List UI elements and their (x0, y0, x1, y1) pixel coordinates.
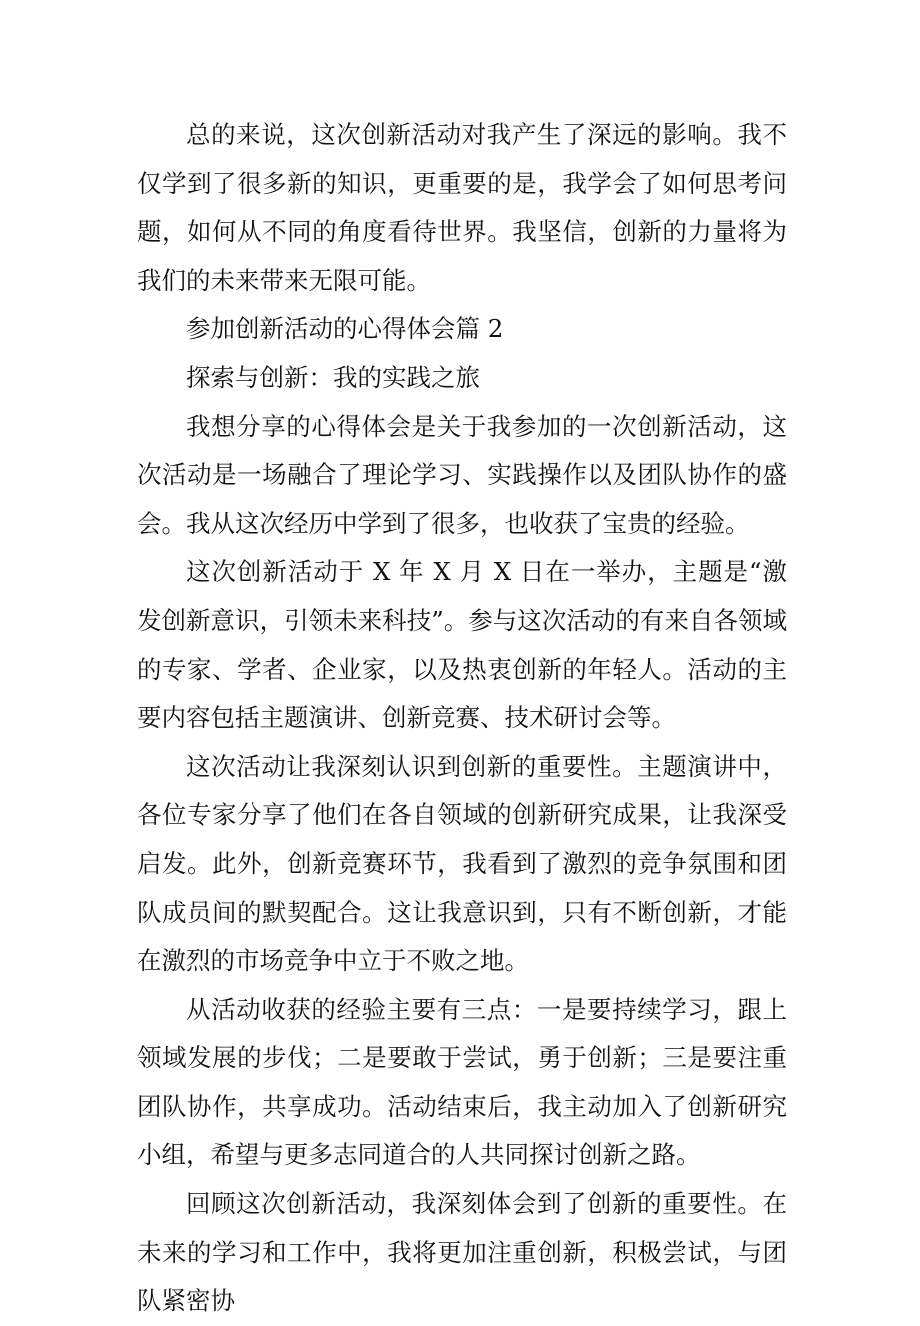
document-body (137, 111, 787, 1326)
section-heading: 参加创新活动的心得体会篇 2 (186, 314, 504, 344)
paragraph-intro: 我想分享的心得体会是关于我参加的一次创新活动，这次活动是一场融合了理论学习、实践操作以及团队协作的盛会。我从这次经历中学到了很多，也收获了宝贵的经验。 (137, 411, 787, 538)
paragraph-review: 回顾这次创新活动，我深刻体会到了创新的重要性。在未来的学习和工作中，我将更加注重创新，积极尝试，与团队紧密协 (137, 1189, 787, 1316)
paragraph-event: 这次创新活动于 X 年 X 月 X 日在一举办，主题是“激发创新意识，引领未来科技”。参与这次活动的有来自各领域的专家、学者、企业家，以及热衷创新的年轻人。活动的主要内容包括主题演讲、创新竞赛、技术研讨会等。 (137, 557, 787, 733)
paragraph-insight: 这次活动让我深刻认识到创新的重要性。主题演讲中，各位专家分享了他们在各自领域的创新研究成果，让我深受启发。此外，创新竞赛环节，我看到了激烈的竞争氛围和团队成员间的默契配合。这让我意识到，只有不断创新，才能在激烈的市场竞争中立于不败之地。 (137, 751, 787, 976)
section-subtitle: 探索与创新：我的实践之旅 (186, 362, 480, 392)
paragraph-conclusion: 总的来说，这次创新活动对我产生了深远的影响。我不仅学到了很多新的知识，更重要的是，我学会了如何思考问题，如何从不同的角度看待世界。我坚信，创新的力量将为我们的未来带来无限可能。 (137, 120, 787, 295)
paragraph-lessons: 从活动收获的经验主要有三点：一是要持续学习，跟上领域发展的步伐；二是要敢于尝试，勇于创新；三是要注重团队协作，共享成功。活动结束后，我主动加入了创新研究小组，希望与更多志同道合的人共同探讨创新之路。 (137, 994, 787, 1170)
